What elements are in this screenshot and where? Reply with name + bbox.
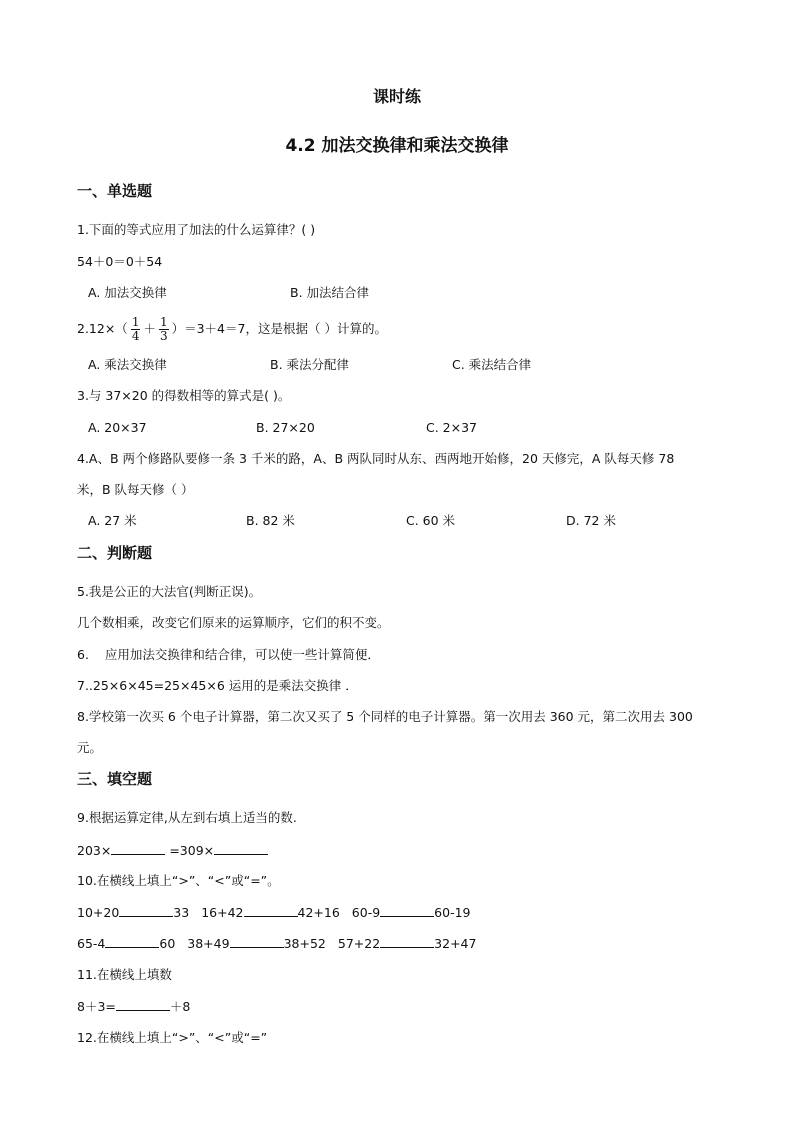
question-8-line-2: 元。 <box>77 740 103 755</box>
question-10-row-1 <box>77 904 471 922</box>
question-11-right: ＋8 <box>169 999 191 1014</box>
compare-left: 10+20 <box>77 905 120 920</box>
question-4-option-c[interactable]: C. 60 米 <box>406 513 456 528</box>
question-2-stem <box>77 313 387 345</box>
question-5-line-2: 几个数相乘，改变它们原来的运算顺序，它们的积不变。 <box>77 615 390 630</box>
question-3-option-c[interactable]: C. 2×37 <box>426 420 478 435</box>
compare-left: 60-9 <box>351 905 381 920</box>
question-2-option-b[interactable]: B. 乘法分配律 <box>270 357 350 372</box>
question-2-prefix: 2.12×（ <box>77 321 128 336</box>
compare-left: 57+22 <box>337 936 381 951</box>
answer-blank[interactable] <box>214 842 268 855</box>
answer-blank[interactable] <box>244 904 298 917</box>
fraction-one-third: $\frac{1}{3}$ <box>159 315 168 343</box>
question-9-left: 203× <box>77 843 112 858</box>
question-2-option-a[interactable]: A. 乘法交换律 <box>88 357 167 372</box>
answer-blank[interactable] <box>119 904 173 917</box>
question-1-expression: 54＋0＝0＋54 <box>77 254 163 269</box>
fraction-one-quarter: $\frac{1}{4}$ <box>131 315 140 343</box>
question-8-line-1: 8.学校第一次买 6 个电子计算器，第二次又买了 5 个同样的电子计算器。第一次用去 360 元，第二次用去 300 <box>77 709 693 724</box>
question-5-line-1: 5.我是公正的大法官(判断正误)。 <box>77 584 262 599</box>
question-4-stem-line-1: 4.A、B 两个修路队要修一条 3 千米的路，A、B 两队同时从东、西两地开始修，20 天修完，A 队每天修 78 <box>77 451 675 466</box>
question-4-option-a[interactable]: A. 27 米 <box>88 513 137 528</box>
question-1-option-b[interactable]: B. 加法结合律 <box>290 285 370 300</box>
answer-blank[interactable] <box>105 935 159 948</box>
question-4-option-b[interactable]: B. 82 米 <box>246 513 295 528</box>
question-9-mid: =309× <box>165 843 215 858</box>
question-3-option-a[interactable]: A. 20×37 <box>88 420 147 435</box>
page-title: 课时练 <box>372 87 421 106</box>
compare-right: 42+16 <box>297 905 340 920</box>
page-subtitle: 4.2 加法交换律和乘法交换律 <box>285 136 509 156</box>
question-1-stem: 1.下面的等式应用了加法的什么运算律？( ) <box>77 222 316 237</box>
compare-left: 16+42 <box>201 905 244 920</box>
answer-blank[interactable] <box>380 904 434 917</box>
answer-blank[interactable] <box>230 935 284 948</box>
answer-blank[interactable] <box>116 998 170 1011</box>
section-single-choice: 一、单选题 <box>77 182 153 200</box>
question-10-row-2 <box>77 935 476 953</box>
compare-right: 32+47 <box>434 936 477 951</box>
section-fill-blank: 三、填空题 <box>77 770 153 788</box>
compare-right: 38+52 <box>283 936 326 951</box>
question-11-stem: 11.在横线上填数 <box>77 967 172 982</box>
question-10-stem: 10.在横线上填上“>”、“<”或“=”。 <box>77 873 280 888</box>
answer-blank[interactable] <box>111 842 165 855</box>
compare-right: 33 <box>173 905 190 920</box>
question-9-stem: 9.根据运算定律,从左到右填上适当的数. <box>77 810 297 825</box>
question-4-stem-line-2: 米，B 队每天修（ ） <box>77 482 194 497</box>
question-3-stem: 3.与 37×20 的得数相等的算式是( )。 <box>77 388 291 403</box>
question-11-left: 8＋3= <box>77 999 116 1014</box>
question-12-stem: 12.在横线上填上“>”、“<”或“=” <box>77 1030 268 1045</box>
question-9-expression <box>77 842 268 860</box>
answer-blank[interactable] <box>380 935 434 948</box>
section-true-false: 二、判断题 <box>77 544 153 562</box>
question-2-plus: ＋ <box>143 321 156 336</box>
compare-left: 38+49 <box>187 936 230 951</box>
question-3-option-b[interactable]: B. 27×20 <box>256 420 315 435</box>
compare-right: 60-19 <box>434 905 471 920</box>
question-6: 6. 应用加法交换律和结合律，可以使一些计算简便． <box>77 647 380 662</box>
question-7: 7..25×6×45=25×45×6 运用的是乘法交换律 ． <box>77 678 358 693</box>
compare-left: 65-4 <box>77 936 106 951</box>
question-2-option-c[interactable]: C. 乘法结合律 <box>452 357 532 372</box>
question-4-option-d[interactable]: D. 72 米 <box>566 513 616 528</box>
question-1-option-a[interactable]: A. 加法交换律 <box>88 285 167 300</box>
question-2-suffix: ）＝3＋4＝7，这是根据（ ）计算的。 <box>171 321 387 336</box>
question-11-expression <box>77 998 190 1016</box>
compare-right: 60 <box>159 936 176 951</box>
